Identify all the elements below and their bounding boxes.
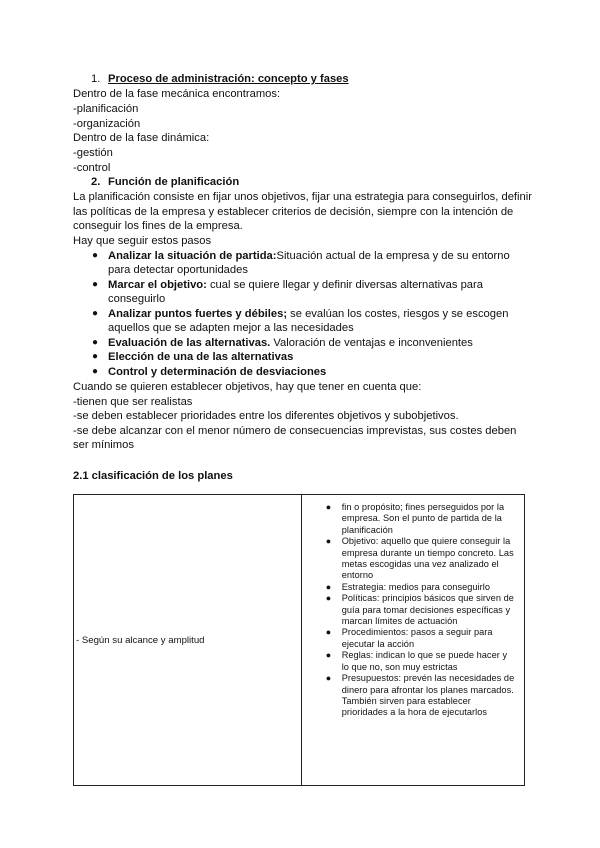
list-item (302, 627, 527, 650)
list-item (302, 582, 527, 593)
list-item-text: Estrategia: medios para conseguirlo (341, 581, 491, 592)
step-text: se evalúan los costes, riesgos y se escogen aquellos que se adapten mejor a las necesidades (108, 308, 509, 335)
section-2-1-heading: 2.1 clasificación de los planes (73, 470, 233, 482)
text-line: -tienen que ser realistas (73, 396, 193, 408)
bullet-icon: ● (92, 351, 99, 362)
list-item (108, 350, 293, 364)
list-item-text: Presupuestos: prevén las necesidades de dinero para afrontar los planes marcados. También sirven para establecer prioridades a la hora de ejecutarlos (341, 673, 515, 718)
table-cell-plan-types (301, 495, 524, 786)
table-row (74, 495, 525, 786)
list-item (108, 307, 526, 335)
list-item-text: Reglas: indican lo que se puede hacer y lo que no, son muy estrictas (341, 650, 508, 672)
list-item-text: Procedimientos: pasos a seguir para ejecutar la acción (341, 627, 493, 649)
bullet-icon: ● (325, 581, 332, 592)
text-line: -se debe alcanzar con el menor número de consecuencias imprevistas, sus costes deben ser mínimos (73, 425, 517, 452)
text-line: -control (73, 162, 111, 174)
bullet-icon: ● (325, 673, 332, 684)
bullet-icon: ● (325, 627, 332, 638)
bullet-icon: ● (92, 308, 99, 319)
bullet-icon: ● (92, 250, 99, 261)
list-item (108, 336, 473, 350)
step-label: Marcar el objetivo: (108, 279, 207, 291)
text-line: -gestión (73, 147, 113, 159)
bullet-icon: ● (325, 593, 332, 604)
list-item (302, 673, 527, 719)
considerations-intro: Cuando se quieren establecer objetivos, hay que tener en cuenta que: (73, 381, 422, 393)
text-line: -organización (73, 118, 141, 130)
step-label: Control y determinación de desviaciones (108, 366, 327, 378)
list-item (302, 502, 527, 536)
bullet-icon: ● (92, 366, 99, 377)
list-item (108, 249, 518, 277)
step-label: Analizar puntos fuertes y débiles; (108, 308, 288, 320)
step-label: Elección de una de las alternativas (108, 351, 294, 363)
text-line: -se deben establecer prioridades entre los diferentes objetivos y subobjetivos. (73, 410, 459, 422)
list-item (302, 593, 527, 627)
list-item (108, 365, 326, 379)
list-item (302, 650, 527, 673)
step-text: Situación actual de la empresa y de su entorno para detectar oportunidades (108, 250, 510, 277)
section-1-heading: Proceso de administración: concepto y fases (108, 73, 349, 85)
section-2-paragraph: La planificación consiste en fijar unos objetivos, fijar una estrategia para conseguirlos, definir las políticas de la empresa y establecer criterios de decisión, siempre con la intención de conseguir los fines de la empresa. (73, 191, 532, 233)
step-label: Analizar la situación de partida: (108, 250, 277, 262)
table-cell-criterion: - Según su alcance y amplitud (74, 495, 302, 786)
bullet-icon: ● (92, 337, 99, 348)
list-item (108, 278, 503, 306)
text-line: Dentro de la fase mecánica encontramos: (73, 88, 281, 100)
plan-types-list (302, 502, 527, 719)
list-item-text: Objetivo: aquello que quiere conseguir la empresa durante un tiempo concreto. Las metas escogidas una vez analizado el entorno (341, 536, 514, 581)
section-2-number: 2. (91, 176, 101, 188)
step-text: Valoración de ventajas e inconvenientes (270, 337, 473, 349)
section-1-number: 1. (91, 73, 101, 85)
bullet-icon: ● (92, 279, 99, 290)
steps-intro: Hay que seguir estos pasos (73, 235, 212, 247)
plans-table (73, 494, 525, 786)
step-label: Evaluación de las alternativas. (108, 337, 271, 349)
section-2-heading: Función de planificación (108, 176, 240, 188)
text-line: -planificación (73, 103, 139, 115)
step-text: cual se quiere llegar y definir diversas alternativas para conseguirlo (108, 279, 483, 306)
list-item-text: fin o propósito; fines perseguidos por la empresa. Son el punto de partida de la planificación (341, 502, 505, 535)
text-line: Dentro de la fase dinámica: (73, 132, 210, 144)
list-item (302, 536, 527, 582)
bullet-icon: ● (325, 536, 332, 547)
list-item-text: Políticas: principios básicos que sirven de guía para tomar decisiones específicas y marcan límites de actuación (341, 593, 514, 627)
bullet-icon: ● (325, 502, 332, 512)
bullet-icon: ● (325, 650, 332, 661)
